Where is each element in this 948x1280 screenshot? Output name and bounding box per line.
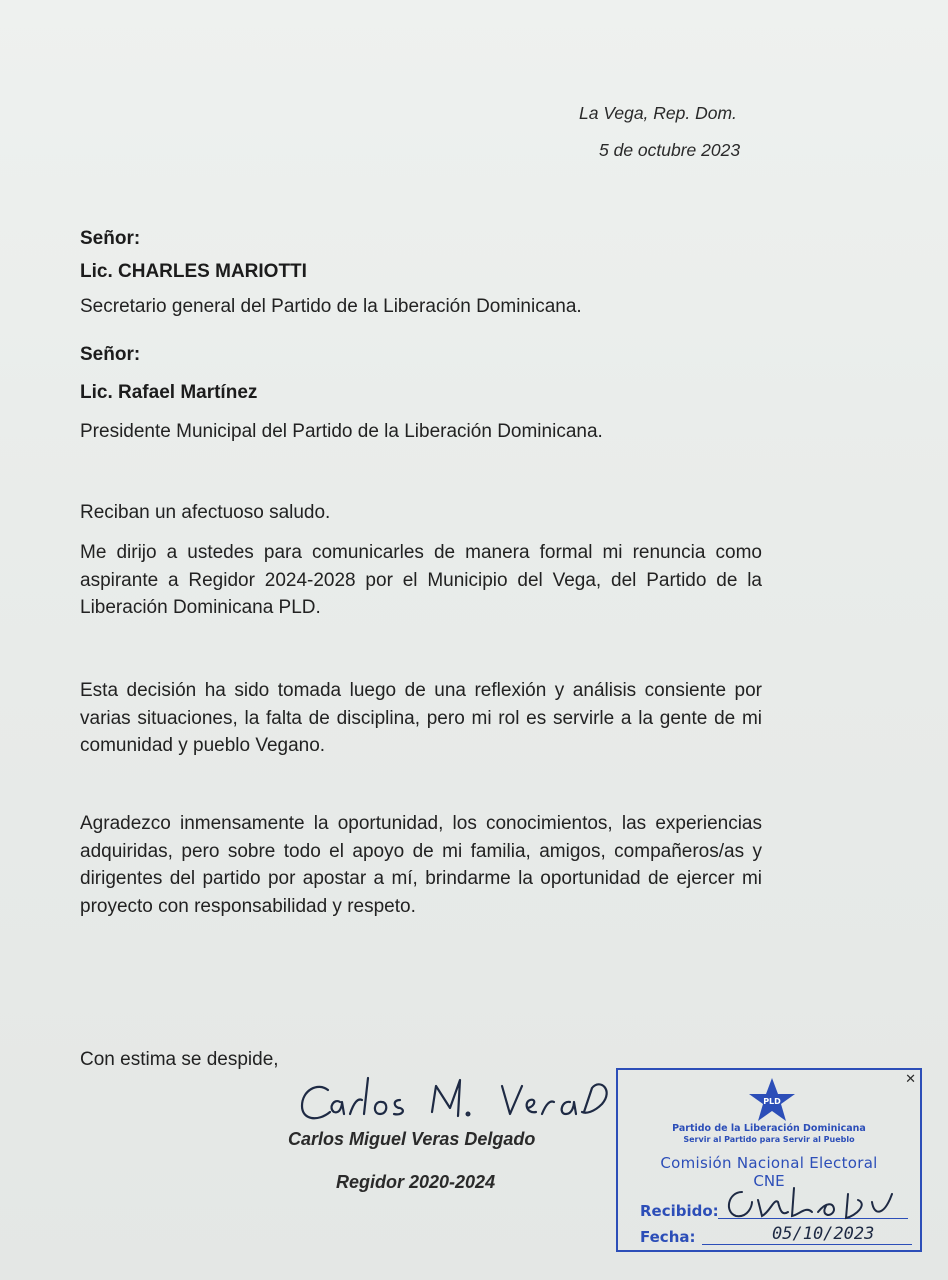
recipient-2-salutation: Señor: bbox=[80, 344, 141, 365]
letter-place: La Vega, Rep. Dom. bbox=[579, 103, 737, 123]
signer-name: Carlos Miguel Veras Delgado bbox=[288, 1129, 536, 1149]
stamp-party: Partido de la Liberación Dominicana bbox=[672, 1123, 866, 1134]
letter-date: 5 de octubre 2023 bbox=[599, 140, 741, 160]
recipient-2-role: Presidente Municipal del Partido de la Liberación Dominicana. bbox=[80, 421, 603, 442]
date-line bbox=[702, 1244, 912, 1245]
cne-stamp bbox=[616, 1068, 922, 1252]
received-signature-graphic bbox=[722, 1182, 902, 1222]
signature-graphic bbox=[296, 1068, 626, 1128]
stamp-received-label: Recibido: bbox=[640, 1202, 719, 1220]
paragraph-2: Esta decisión ha sido tomada luego de una reflexión y análisis consiente por varias situaciones, la falta de disciplina, pero mi rol es servirle a la gente de mi comunidad y pueblo Vegano. bbox=[80, 680, 762, 756]
recipient-1-name: Lic. CHARLES MARIOTTI bbox=[80, 261, 307, 282]
paragraph-1: Me dirijo a ustedes para comunicarles de manera formal mi renuncia como aspirante a Regidor 2024-2028 por el Municipio del Vega, del Partido de la Liberación Dominicana PLD. bbox=[80, 542, 762, 618]
signer-title: Regidor 2020-2024 bbox=[336, 1172, 496, 1192]
stamp-abbr: CNE bbox=[753, 1172, 785, 1190]
svg-text:PLD: PLD bbox=[763, 1097, 781, 1106]
recipient-1-salutation: Señor: bbox=[80, 228, 141, 249]
stamp-motto: Servir al Partido para Servir al Pueblo bbox=[683, 1135, 855, 1144]
recipient-1-role: Secretario general del Partido de la Liberación Dominicana. bbox=[80, 296, 582, 317]
stamp-date-label: Fecha: bbox=[640, 1228, 696, 1246]
pld-star-icon bbox=[748, 1076, 796, 1124]
stamp-commission: Comisión Nacional Electoral bbox=[660, 1154, 878, 1172]
closing: Con estima se despide, bbox=[80, 1049, 279, 1070]
stamp-date-value: 05/10/2023 bbox=[772, 1224, 875, 1244]
greeting: Reciban un afectuoso saludo. bbox=[80, 502, 331, 523]
corner-x-icon: ✕ bbox=[905, 1072, 916, 1087]
recipient-2-name: Lic. Rafael Martínez bbox=[80, 382, 258, 403]
paragraph-3: Agradezco inmensamente la oportunidad, los conocimientos, las experiencias adquiridas, pero sobre todo el apoyo de mi familia, amigos, compañeros/as y dirigentes del partido por apostar a mí, brindarme la oportunidad de ejercer mi proyecto con responsabilidad y respeto. bbox=[80, 813, 762, 917]
